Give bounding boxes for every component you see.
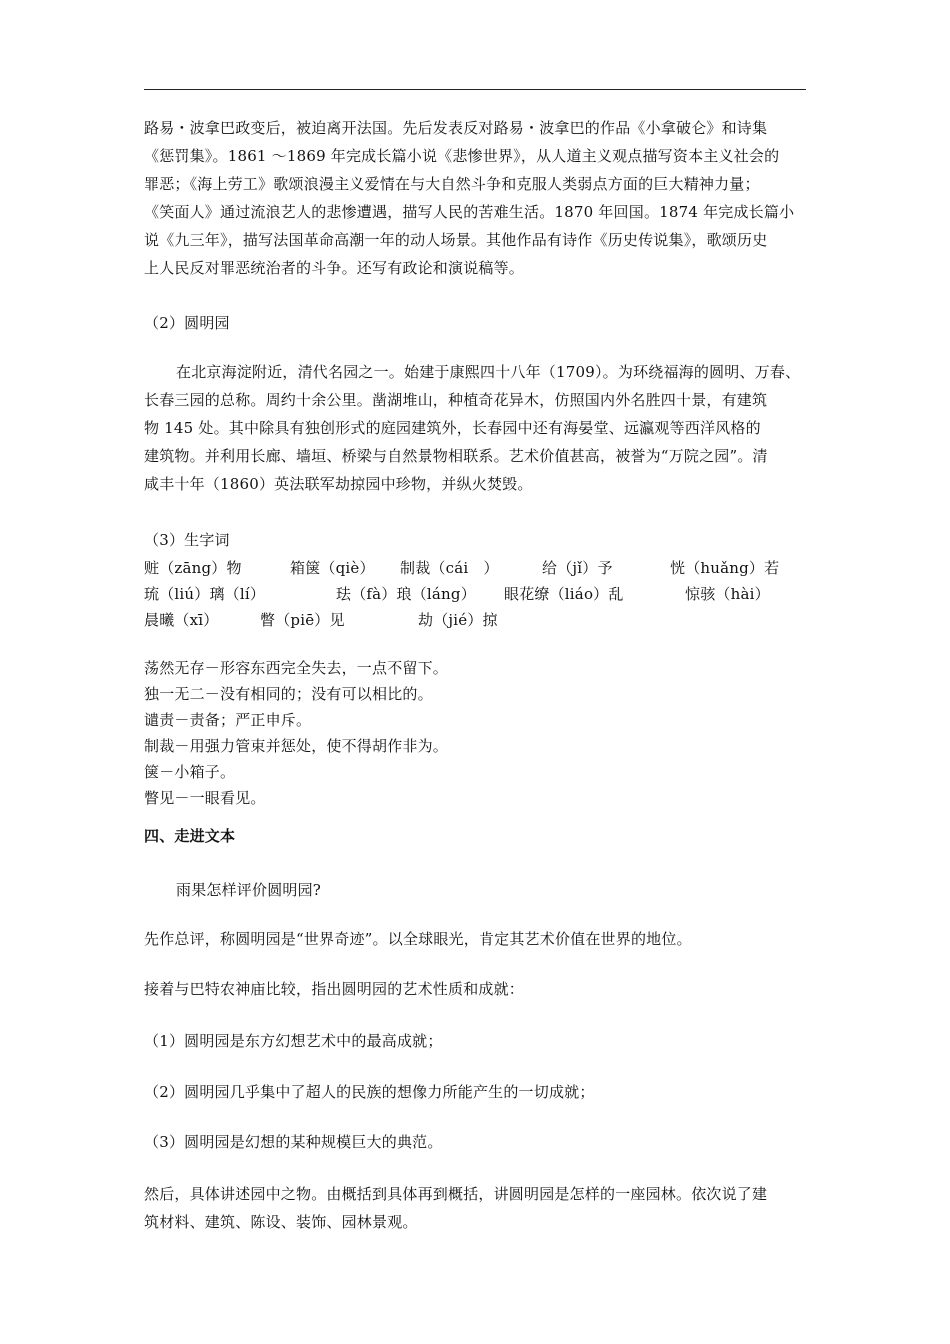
bio-line: 《惩罚集》。1861 ～1869 年完成长篇小说《悲惨世界》，从人道主义观点描写资本主义社会的 bbox=[144, 147, 780, 165]
bio-line: 《笑面人》通过流浪艺人的悲惨遭遇，描写人民的苦难生活。1870 年回国。1874 年完成长篇小 bbox=[144, 203, 795, 221]
vocab-row bbox=[144, 610, 806, 630]
definition: 制裁－用强力管束并惩处，使不得胡作非为。 bbox=[144, 737, 449, 755]
section-heading: （2）圆明园 bbox=[144, 314, 230, 332]
paragraph-line: 先作总评，称圆明园是“世界奇迹”。以全球眼光，肯定其艺术价值在世界的地位。 bbox=[144, 930, 692, 948]
definition: 荡然无存－形容东西完全失去，一点不留下。 bbox=[144, 659, 449, 677]
vocab-item: 眼花缭（liáo）乱 bbox=[504, 585, 624, 603]
definition: 谴责－责备；严正申斥。 bbox=[144, 711, 312, 729]
paragraph-line: 然后，具体讲述园中之物。由概括到具体再到概括，讲圆明园是怎样的一座园林。依次说了建 bbox=[144, 1185, 768, 1203]
vocab-item: 制裁（cái ） bbox=[400, 559, 499, 577]
definition: 瞥见－一眼看见。 bbox=[144, 789, 266, 807]
question-line: 雨果怎样评价圆明园? bbox=[176, 881, 322, 899]
paragraph-line: 建筑物。并利用长廊、墙垣、桥梁与自然景物相联系。艺术价值甚高，被誉为“万院之园”。清 bbox=[144, 447, 768, 465]
bio-line: 上人民反对罪恶统治者的斗争。还写有政论和演说稿等。 bbox=[144, 259, 525, 277]
paragraph-line: 长春三园的总称。周约十余公里。凿湖堆山，种植奇花异木，仿照国内外名胜四十景，有建筑 bbox=[144, 391, 768, 409]
vocab-item: 惊骇（hài） bbox=[685, 585, 770, 603]
bio-line: 罪恶；《海上劳工》歌颂浪漫主义爱情在与大自然斗争和克服人类弱点方面的巨大精神力量； bbox=[144, 175, 760, 193]
vocab-item: 恍（huǎng）若 bbox=[670, 559, 780, 577]
definition: 箧－小箱子。 bbox=[144, 763, 236, 781]
section-heading: 四、走进文本 bbox=[144, 827, 236, 845]
paragraph-line: 筑材料、建筑、陈设、装饰、园林景观。 bbox=[144, 1213, 418, 1231]
list-item: （2）圆明园几乎集中了超人的民族的想像力所能产生的一切成就； bbox=[144, 1083, 595, 1101]
list-item: （1）圆明园是东方幻想艺术中的最高成就； bbox=[144, 1032, 443, 1050]
vocab-item: 劫（jié）掠 bbox=[418, 611, 498, 629]
vocab-item: 琉（liú）璃（lí） bbox=[144, 585, 266, 603]
vocab-item: 珐（fà）琅（láng） bbox=[336, 585, 476, 603]
header-rule bbox=[144, 89, 806, 90]
vocab-item: 给（jǐ）予 bbox=[542, 559, 613, 577]
bio-line: 路易・波拿巴政变后，被迫离开法国。先后发表反对路易・波拿巴的作品《小拿破仑》和诗集 bbox=[144, 119, 768, 137]
section-heading: （3）生字词 bbox=[144, 531, 230, 549]
vocab-item: 晨曦（xī） bbox=[144, 611, 219, 629]
paragraph-line: 在北京海淀附近，清代名园之一。始建于康熙四十八年（1709）。为环绕福海的圆明、万春、 bbox=[176, 363, 801, 381]
vocab-item: 箱箧（qiè） bbox=[290, 559, 375, 577]
vocab-row bbox=[144, 584, 806, 604]
vocab-item: 赃（zāng）物 bbox=[144, 559, 242, 577]
definition: 独一无二－没有相同的；没有可以相比的。 bbox=[144, 685, 433, 703]
paragraph-line: 物 145 处。其中除具有独创形式的庭园建筑外，长春园中还有海晏堂、远瀛观等西洋风格的 bbox=[144, 419, 761, 437]
vocab-row bbox=[144, 558, 806, 578]
bio-line: 说《九三年》，描写法国革命高潮一年的动人场景。其他作品有诗作《历史传说集》，歌颂历史 bbox=[144, 231, 768, 249]
paragraph-line: 接着与巴特农神庙比较，指出圆明园的艺术性质和成就： bbox=[144, 980, 525, 998]
paragraph-line: 咸丰十年（1860）英法联军劫掠园中珍物，并纵火焚毁。 bbox=[144, 475, 533, 493]
list-item: （3）圆明园是幻想的某种规模巨大的典范。 bbox=[144, 1133, 443, 1151]
vocab-item: 瞥（piē）见 bbox=[260, 611, 345, 629]
